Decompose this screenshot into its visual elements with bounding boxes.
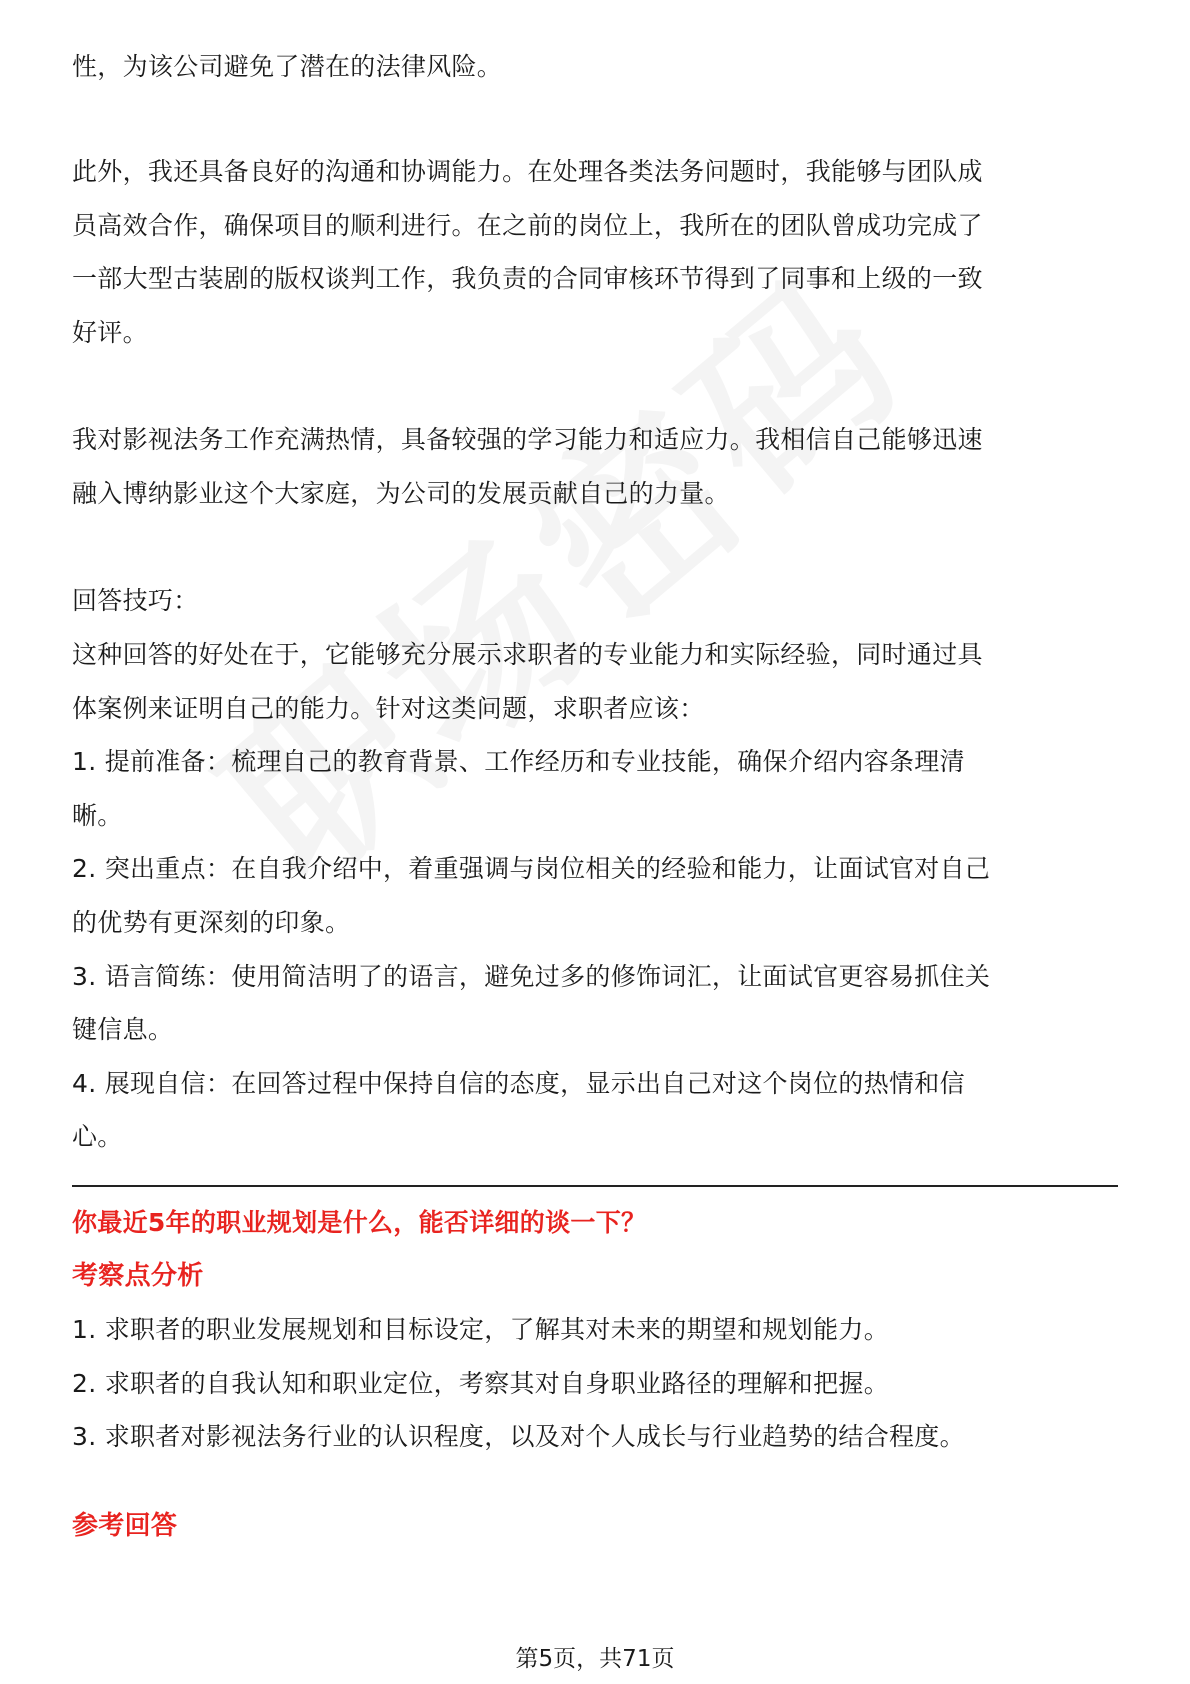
tips-item: 3. 语言简练：使用简洁明了的语言，避免过多的修饰词汇，让面试官更容易抓住关 bbox=[72, 962, 991, 991]
analysis-point: 3. 求职者对影视法务行业的认识程度，以及对个人成长与行业趋势的结合程度。 bbox=[72, 1422, 965, 1451]
analysis-point: 1. 求职者的职业发展规划和目标设定，了解其对未来的期望和规划能力。 bbox=[72, 1315, 890, 1344]
tips-item: 4. 展现自信：在回答过程中保持自信的态度，显示出自己对这个岗位的热情和信 bbox=[72, 1069, 965, 1098]
document-page bbox=[72, 0, 1118, 1684]
tips-item: 键信息。 bbox=[72, 1015, 174, 1044]
tips-item: 的优势有更深刻的印象。 bbox=[72, 908, 351, 937]
reference-answer-title: 参考回答 bbox=[72, 1511, 178, 1541]
paragraph-line: 员高效合作，确保项目的顺利进行。在之前的岗位上，我所在的团队曾成功完成了 bbox=[72, 211, 983, 240]
paragraph-line: 此外，我还具备良好的沟通和协调能力。在处理各类法务问题时，我能够与团队成 bbox=[72, 157, 983, 186]
paragraph-line: 好评。 bbox=[72, 318, 148, 347]
tips-item: 1. 提前准备：梳理自己的教育背景、工作经历和专业技能，确保介绍内容条理清 bbox=[72, 747, 965, 776]
paragraph-line: 我对影视法务工作充满热情，具备较强的学习能力和适应力。我相信自己能够迅速 bbox=[72, 425, 983, 454]
analysis-point: 2. 求职者的自我认知和职业定位，考察其对自身职业路径的理解和把握。 bbox=[72, 1369, 890, 1398]
tips-heading: 回答技巧： bbox=[72, 586, 199, 615]
tips-item: 晰。 bbox=[72, 801, 123, 830]
analysis-title: 考察点分析 bbox=[72, 1261, 204, 1291]
page-number: 第5页，共71页 bbox=[515, 1646, 675, 1672]
paragraph-line: 性，为该公司避免了潜在的法律风险。 bbox=[72, 52, 503, 81]
question-title: 你最近5年的职业规划是什么，能否详细的谈一下？ bbox=[72, 1208, 647, 1237]
paragraph-line: 融入博纳影业这个大家庭，为公司的发展贡献自己的力量。 bbox=[72, 479, 730, 508]
tips-item: 心。 bbox=[72, 1122, 123, 1151]
tips-line: 体案例来证明自己的能力。针对这类问题，求职者应该： bbox=[72, 694, 705, 723]
tips-item: 2. 突出重点：在自我介绍中，着重强调与岗位相关的经验和能力，让面试官对自己 bbox=[72, 854, 991, 883]
section-divider bbox=[72, 1185, 1118, 1187]
tips-line: 这种回答的好处在于，它能够充分展示求职者的专业能力和实际经验，同时通过具 bbox=[72, 640, 983, 669]
paragraph-line: 一部大型古装剧的版权谈判工作，我负责的合同审核环节得到了同事和上级的一致 bbox=[72, 264, 983, 293]
